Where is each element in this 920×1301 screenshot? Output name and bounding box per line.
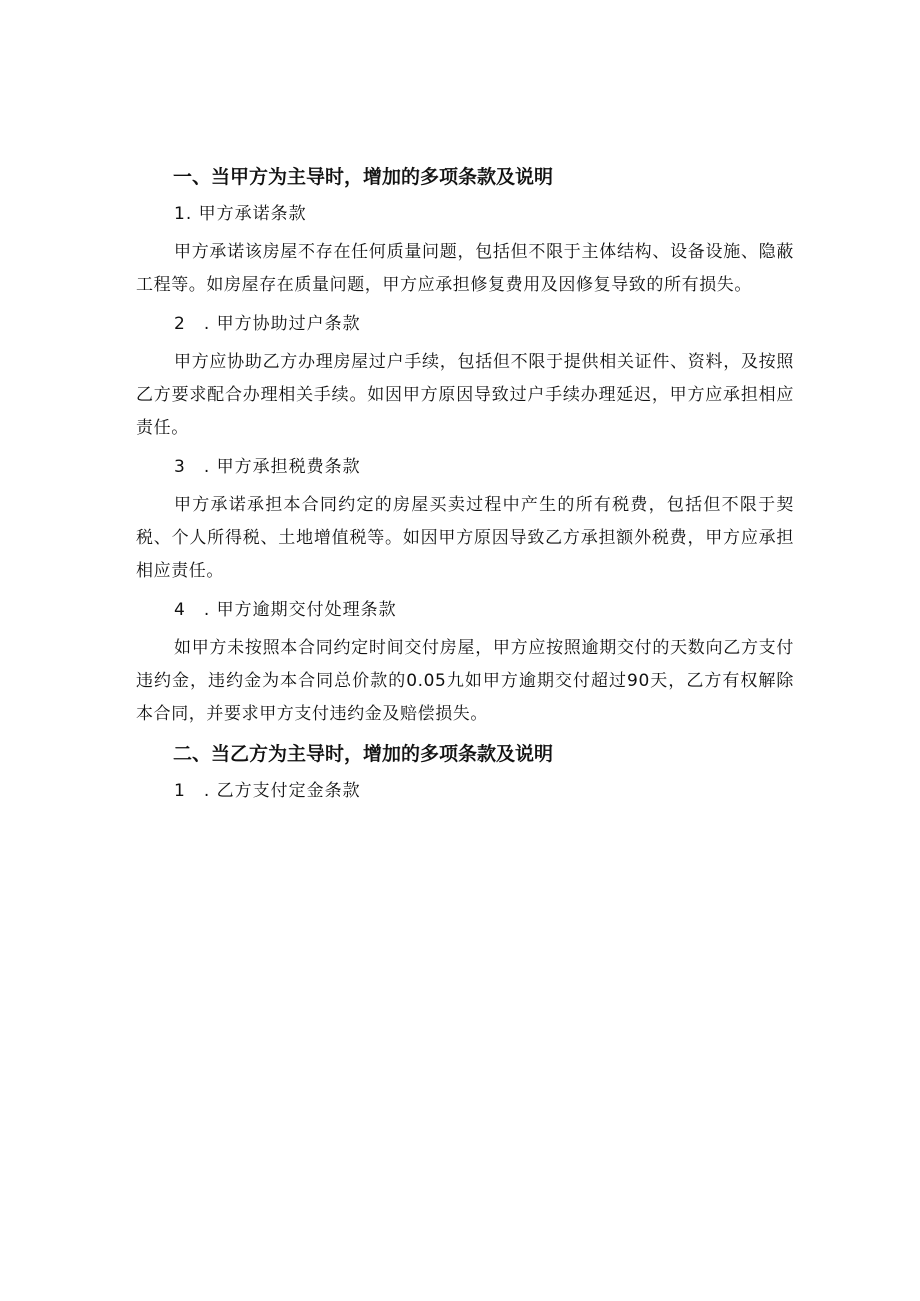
section-heading-party-b: 二、当乙方为主导时，增加的多项条款及说明 (173, 743, 554, 765)
clause-heading-b1: 1 . 乙方支付定金条款 (174, 781, 361, 801)
clause-heading-a1: 1. 甲方承诺条款 (174, 204, 307, 224)
clause-heading-a2: 2 . 甲方协助过户条款 (174, 314, 361, 334)
section-heading-party-a: 一、当甲方为主导时，增加的多项条款及说明 (173, 166, 554, 188)
clause-heading-a3: 3 . 甲方承担税费条款 (174, 457, 361, 477)
document-content (136, 158, 794, 813)
clause-body-a4: 如甲方未按照本合同约定时间交付房屋，甲方应按照逾期交付的天数向乙方支付违约金，违约金为本合同总价款的0.05九如甲方逾期交付超过90天，乙方有权解除本合同，并要求甲方支付违约金及赔偿损失。 (136, 638, 794, 724)
clause-body-a1: 甲方承诺该房屋不存在任何质量问题，包括但不限于主体结构、设备设施、隐蔽工程等。如房屋存在质量问题，甲方应承担修复费用及因修复导致的所有损失。 (136, 242, 794, 295)
clause-body-a2: 甲方应协助乙方办理房屋过户手续，包括但不限于提供相关证件、资料，及按照乙方要求配合办理相关手续。如因甲方原因导致过户手续办理延迟，甲方应承担相应责任。 (136, 352, 794, 438)
clause-heading-a4: 4 . 甲方逾期交付处理条款 (174, 600, 397, 620)
clause-body-a3: 甲方承诺承担本合同约定的房屋买卖过程中产生的所有税费，包括但不限于契税、个人所得税、土地增值税等。如因甲方原因导致乙方承担额外税费，甲方应承担相应责任。 (136, 495, 794, 581)
